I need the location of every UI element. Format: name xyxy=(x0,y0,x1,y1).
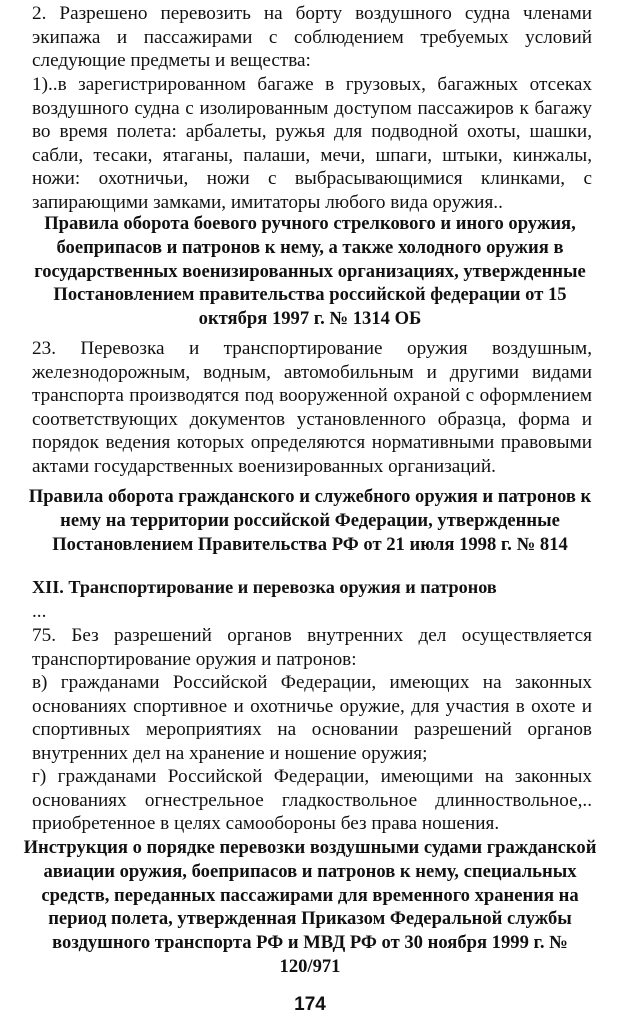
paragraph-item-1: 1)..в зарегистрированном багаже в грузовых, багажных отсеках воздушного судна с изолированным доступом пассажиров к багажу во время полета: арбалеты, ружья для подводной охоты, шашки, сабли, тесаки, ятаганы, палаши, мечи, шпаги, штыки, кинжалы, ножи: охотничьи, ножи с выбрасывающимися клинками, с запирающими замками, имитаторы любого вида оружия.. xyxy=(32,74,592,213)
paragraph-subitem-g: г) гражданами Российской Федерации, имеющими на законных основаниях огнестрельное гладкоствольное длинноствольное,.. приобретенное в целях самообороны без права ношения. xyxy=(32,766,592,835)
section-heading-instruction: Инструкция о порядке перевозки воздушными судами гражданской авиации оружия, боеприпасов и патронов к нему, специальных средств, переданных пассажирами для временного хранения на период полета, утвержденная Приказом Федеральной службы воздушного транспорта РФ и МВД РФ от 30 ноября 1999 г. № 120/971 xyxy=(23,837,597,977)
ellipsis-line: ... xyxy=(32,601,47,622)
paragraph-item-75: 75. Без разрешений органов внутренних дел осуществляется транспортирование оружия и патронов: xyxy=(32,625,592,670)
paragraph-item-23: 23. Перевозка и транспортирование оружия воздушным, железнодорожным, водным, автомобильным и другими видами транспорта производятся под вооруженной охраной с оформлением соответствующих документов установленного образца, форма и порядок ведения которых определяются нормативными правовыми актами государственных военизированных организаций. xyxy=(32,338,592,477)
paragraph-item-2: 2. Разрешено перевозить на борту воздушного судна членами экипажа и пассажирами с соблюдением требуемых условий следующие предметы и вещества: xyxy=(32,3,592,72)
page-number: 174 xyxy=(294,994,326,1015)
chapter-heading-xii: XII. Транспортирование и перевозка оружия и патронов xyxy=(32,577,497,597)
section-heading-military-rules: Правила оборота боевого ручного стрелкового и иного оружия, боеприпасов и патронов к нему, а также холодного оружия в государственных военизированных организациях, утвержденные Постановлением правительства российской федерации от 15 октября 1997 г. № 1314 ОБ xyxy=(34,213,586,330)
section-heading-civil-rules: Правила оборота гражданского и служебного оружия и патронов к нему на территории российской Федерации, утвержденные Постановлением Правительства РФ от 21 июля 1998 г. № 814 xyxy=(28,486,592,555)
paragraph-subitem-v: в) гражданами Российской Федерации, имеющих на законных основаниях спортивное и охотничье оружие, для участия в охоте и спортивных мероприятиях на основании разрешений органов внутренних дел на хранение и ношение оружия; xyxy=(32,672,592,764)
